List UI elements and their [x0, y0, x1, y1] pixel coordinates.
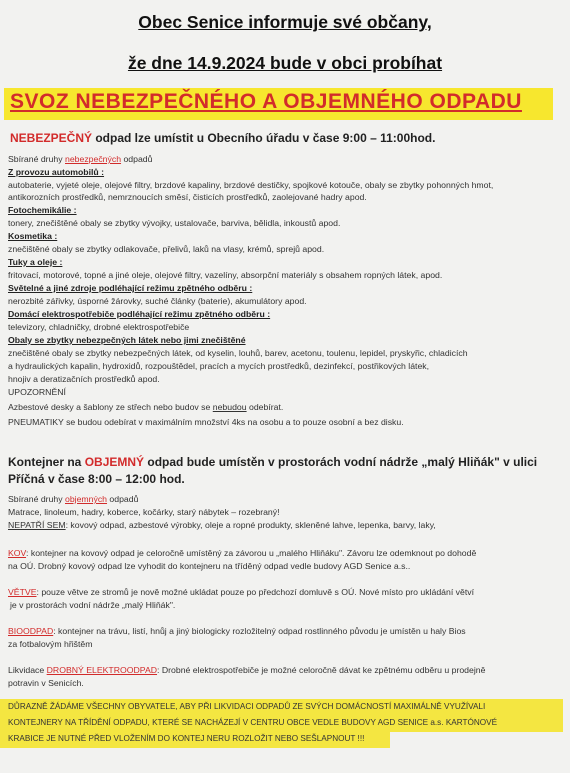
- banner-title: SVOZ NEBEZPEČNÉHO A OBJEMNÉHO ODPADU: [10, 90, 522, 113]
- appeal-line-3: KRABICE JE NUTNÉ PŘED VLOŽENÍM DO KONTEJ NERU ROZLOŽIT NEBO SEŠLAPNOUT !!!: [8, 734, 365, 743]
- bulky-items: Matrace, linoleum, hadry, koberce, kočárky, starý nábytek – rozebraný!: [8, 507, 280, 517]
- bio-line-1: BIOODPAD: kontejner na trávu, listí, hnůj a jiný biologicky rozložitelný odpad rostlinného původu je umístěn u haly Bios: [8, 626, 466, 636]
- category-text: hnojiv a deratizačních prostředků apod.: [8, 374, 160, 384]
- warning-tyres: PNEUMATIKY se budou odebírat v maximálním množství 4ks na osobu a to pouze osobní a bez disku.: [8, 417, 404, 427]
- category-text: antikorozních prostředků, nemrznoucích směsí, čisticích prostředků, zaolejované hadry apod.: [8, 192, 367, 202]
- bulky-not-allowed: NEPATŘÍ SEM: kovový odpad, azbestové výrobky, oleje a ropné produkty, skleněné lahve, lepenka, barvy, laky,: [8, 520, 436, 530]
- vetve-line-2: je v prostorách vodní nádrže „malý Hliňák".: [10, 600, 176, 610]
- category-heading: Světelné a jiné zdroje podléhající režimu zpětného odběru :: [8, 283, 253, 293]
- warning-title: UPOZORNĚNÍ: [8, 387, 66, 397]
- category-heading: Tuky a oleje :: [8, 257, 63, 267]
- category-text: televizory, chladničky, drobné elektrospotřebiče: [8, 322, 190, 332]
- title-banner: [4, 88, 553, 120]
- category-text: tonery, znečištěné obaly se zbytky vývojky, ustalovače, barviva, bělidla, inkoustů apod.: [8, 218, 341, 228]
- category-text: nerozbité zářivky, úsporné žárovky, suché články (baterie), akumulátory apod.: [8, 296, 307, 306]
- bulky-heading: Kontejner na OBJEMNÝ odpad bude umístěn v prostorách vodní nádrže „malý Hliňák" v ulici: [8, 455, 538, 469]
- hazardous-collected: Sbírané druhy nebezpečných odpadů: [8, 154, 153, 164]
- appeal-line-2: KONTEJNERY NA TŘÍDĚNÍ ODPADU, KTERÉ SE NACHÁZEJÍ V CENTRU OBCE VEDLE BUDOVY AGD SENICE a.s. KARTÓNOVÉ: [8, 718, 498, 727]
- category-text: znečištěné obaly se zbytky odlakovače, přelivů, laků na vlasy, krémů, sprejů apod.: [8, 244, 325, 254]
- category-heading: Kosmetika :: [8, 231, 58, 241]
- vetve-line-1: VĚTVE: pouze větve ze stromů je nově možné ukládat pouze po předchozí domluvě s OÚ. Nové místo pro ukládání větví: [8, 587, 475, 597]
- category-heading: Obaly se zbytky nebezpečných látek nebo jimi znečištěné: [8, 335, 246, 345]
- category-heading: Fotochemikálie :: [8, 205, 77, 215]
- category-heading: Domácí elektrospotřebiče podléhající režimu zpětného odběru :: [8, 309, 271, 319]
- hazardous-heading: NEBEZPEČNÝ odpad lze umístit u Obecního úřadu v čase 9:00 – 11:00hod.: [10, 131, 436, 145]
- category-text: fritovací, motorové, topné a jiné oleje, olejové filtry, vazelíny, absorpční materiály s obsahem ropných látek, apod.: [8, 270, 443, 280]
- kov-line-1: KOV: kontejner na kovový odpad je celoročně umístěný za závorou u „malého Hliňáku". Závoru lze odemknout po dohodě: [8, 548, 477, 558]
- bulky-collected: Sbírané druhy objemných odpadů: [8, 494, 139, 504]
- bio-line-2: za fotbalovým hřištěm: [8, 639, 93, 649]
- category-text: a hydraulických kapalin, hydroxidů, rozpouštědel, pracích a mycích prostředků, dezinfekcí, postřikových látek,: [8, 361, 430, 371]
- bulky-heading-line-2: Příčná v čase 8:00 – 12:00 hod.: [8, 472, 185, 486]
- elektro-line-1: Likvidace DROBNÝ ELEKTROODPAD: Drobné elektrospotřebiče je možné celoročně dávat ke zpětnému odběru u prodejně: [8, 665, 486, 675]
- appeal-line-1: DŮRAZNĚ ŽÁDÁME VŠECHNY OBYVATELE, ABY PŘI LIKVIDACI ODPADŮ ZE SVÝCH DOMÁCNOSTÍ MAXIMÁLNĚ VYUŽÍVALI: [8, 702, 486, 711]
- kov-line-2: na OÚ. Drobný kovový odpad lze vyhodit do kontejneru na tříděný odpad vedle budovy AGD Senice a.s..: [8, 561, 411, 571]
- category-text: autobaterie, vyjeté oleje, olejové filtry, brzdové kapaliny, brzdové destičky, spojkové kotouče, obaly se zbytky pohonných hmot,: [8, 180, 494, 190]
- header-line-2: že dne 14.9.2024 bude v obci probíhat: [127, 53, 443, 73]
- category-heading: Z provozu automobilů :: [8, 167, 105, 177]
- warning-asbestos: Azbestové desky a šablony ze střech nebo budov se nebudou odebírat.: [8, 402, 284, 412]
- elektro-line-2: potravin v Senicích.: [8, 678, 84, 688]
- category-text: znečištěné obaly se zbytky nebezpečných látek, od kyselin, louhů, barev, acetonu, toulenu, lepidel, pryskyřic, chladicích: [8, 348, 468, 358]
- header-line-1: Obec Senice informuje své občany,: [138, 12, 432, 32]
